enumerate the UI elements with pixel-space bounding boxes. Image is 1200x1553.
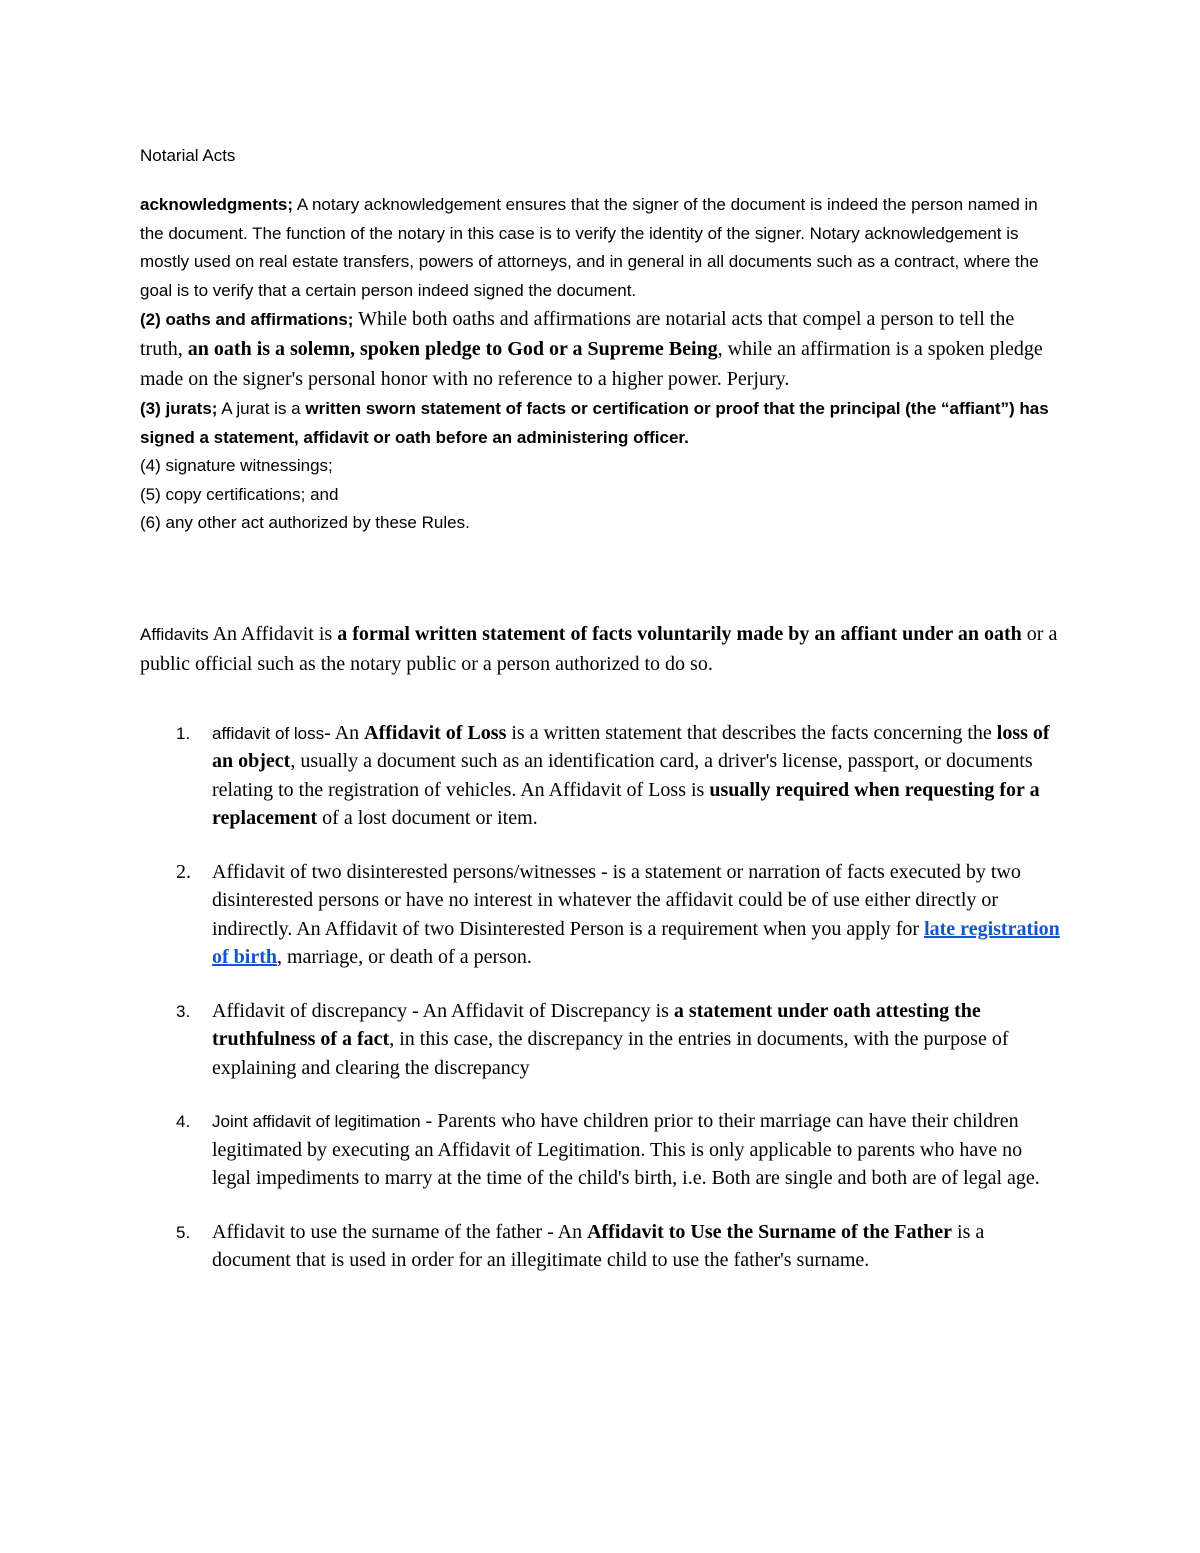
item-text: signature witnessings; — [160, 456, 333, 475]
copy-certifications-item — [140, 481, 1060, 510]
item-text: copy certifications; and — [160, 484, 339, 504]
list-item-bold: usually required when requesting for a replacement — [212, 778, 1040, 829]
list-item-two-disinterested-persons — [140, 859, 1060, 973]
affidavits-label: Affidavits — [140, 624, 209, 644]
jurats-text-2: . — [684, 427, 689, 447]
list-item-text: is a written statement that describes the facts concerning the — [506, 721, 997, 744]
affidavits-bold-text: a formal written statement of facts voluntarily made by an affiant under an oath — [337, 622, 1022, 645]
list-item-text: , in this case, the discrepancy in the entries in documents, with the purpose of explaining and clearing the discrepancy — [212, 1028, 1009, 1079]
affidavits-section — [140, 620, 1060, 1276]
list-item-discrepancy — [140, 998, 1060, 1084]
list-item-text: is a document that is used in order for an illegitimate child to use the father's surname. — [212, 1220, 985, 1271]
oaths-text-1: While both oaths and affirmations are notarial acts that compel a person to tell the truth, — [140, 308, 1015, 360]
notarial-acts-section — [140, 191, 1060, 538]
other-acts-item — [140, 509, 1060, 538]
item-number: (6) — [140, 513, 161, 532]
signature-witnessings-item — [140, 452, 1060, 481]
document-page — [140, 140, 1060, 1301]
list-item-bold: a statement under oath attesting the truthfulness of a fact — [212, 999, 981, 1050]
oaths-paragraph — [140, 305, 1060, 395]
list-item-label: Joint affidavit of legitimation — [212, 1112, 421, 1131]
list-item-text: of a lost document or item. — [317, 807, 538, 829]
acknowledgments-paragraph — [140, 191, 1060, 305]
document-title: Notarial Acts — [140, 146, 236, 165]
list-item-text: Affidavit to use the surname of the father - An — [212, 1220, 588, 1243]
jurats-label: (3) jurats; — [140, 399, 218, 418]
list-number: 5. — [176, 1222, 191, 1242]
oaths-label: (2) oaths and affirmations; — [140, 310, 354, 329]
list-number: 1. — [176, 723, 191, 743]
affidavits-text-2: or a public official such as the notary public or a person authorized to do so. — [140, 622, 1058, 675]
oaths-text-2: , while an affirmation is a spoken pledge made on the signer's personal honor with no reference to a higher power. Perjury. — [140, 338, 1043, 390]
late-registration-link[interactable]: late registration of birth — [212, 917, 1060, 968]
affidavits-text-1: An Affidavit is — [208, 622, 338, 645]
list-item-text: , usually a document such as an identification card, a driver's license, passport, or documents relating to the registration of vehicles. An Affidavit of Loss is — [212, 750, 1033, 801]
list-item-label: affidavit of loss — [212, 723, 325, 743]
list-item-bold: Affidavit of Loss — [364, 721, 507, 744]
list-number: 2. — [176, 860, 191, 883]
list-item-text: , marriage, or death of a person. — [277, 946, 532, 968]
list-item-text: - An — [324, 721, 365, 744]
jurats-bold-text: written sworn statement of facts or certification or proof that the principal (the “affiant”) has signed a statement, affidavit or oath before an administering officer — [140, 399, 1049, 447]
item-number: (4) — [140, 456, 161, 475]
affidavit-types-list — [140, 720, 1060, 1276]
list-item-text: Affidavit of discrepancy - An Affidavit of Discrepancy is — [212, 999, 674, 1022]
list-item-text: Affidavit of two disinterested persons/witnesses - is a statement or narration of facts executed by two disinterested persons or have no interest in whatever the affidavit could be of use either directly or indirectly. An Affidavit of two Disinterested Person is a requirement when you apply for — [212, 860, 1021, 940]
list-item-bold: loss of an object — [212, 721, 1050, 772]
list-item-text: - Parents who have children prior to their marriage can have their children legitimated by executing an Affidavit of Legitimation. This is only applicable to parents who have no legal impediments to marry at the time of the child's birth, i.e. Both are single and both are of legal age. — [212, 1110, 1040, 1189]
acknowledgments-text: A notary acknowledgement ensures that the signer of the document is indeed the person named in the document. The function of the notary in this case is to verify the identity of the signer. Notary acknowledgement is mostly used on real estate transfers, powers of attorneys, and in general in all documents such as a contract, where the goal is to verify that a certain person indeed signed the document. — [140, 195, 1039, 300]
list-item-bold: Affidavit to Use the Surname of the Father — [587, 1220, 953, 1243]
affidavits-intro — [140, 620, 1060, 680]
list-item-affidavit-of-loss — [140, 720, 1060, 834]
list-item-legitimation — [140, 1108, 1060, 1194]
jurats-text-1: A jurat is a — [217, 399, 306, 418]
item-number: (5) — [140, 484, 161, 504]
list-number: 3. — [176, 1001, 191, 1021]
item-text: any other act authorized by these Rules. — [160, 513, 470, 532]
jurats-paragraph — [140, 395, 1060, 452]
acknowledgments-label: acknowledgments; — [140, 195, 294, 214]
list-number: 4. — [176, 1112, 191, 1131]
oaths-bold-text: an oath is a solemn, spoken pledge to God or a Supreme Being — [187, 338, 718, 360]
list-item-surname-of-father — [140, 1219, 1060, 1276]
